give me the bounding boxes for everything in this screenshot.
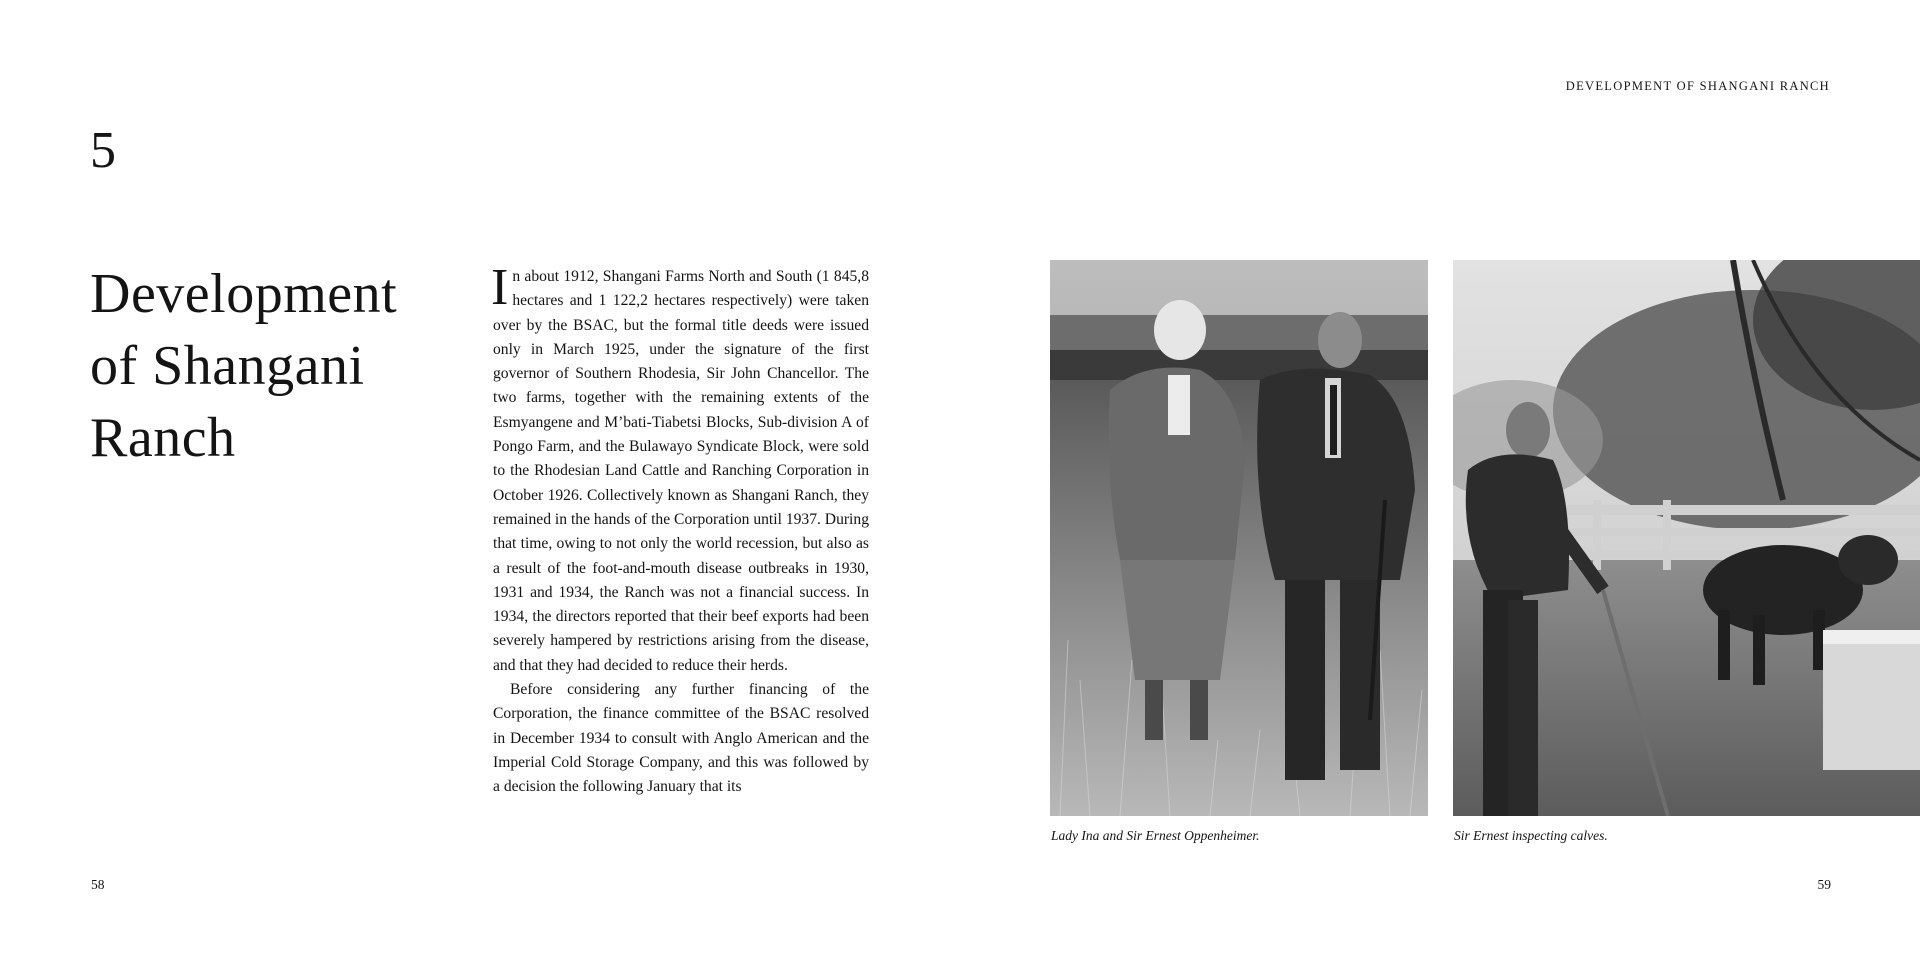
body-paragraph bbox=[491, 259, 869, 678]
chapter-title bbox=[90, 258, 450, 474]
photo-inspecting-calves-image bbox=[1453, 260, 1920, 816]
chapter-title-line: Ranch bbox=[90, 407, 236, 469]
photo-inspecting-calves bbox=[1453, 260, 1920, 816]
page-number-right: 59 bbox=[1817, 877, 1831, 892]
photo-couple-walking-image bbox=[1050, 260, 1428, 816]
drop-cap: I bbox=[491, 259, 509, 316]
chapter-title-line: Development bbox=[90, 263, 398, 325]
paragraph-text: n about 1912, Shangani Farms North and South (1 845,8 hectares and 1 122,2 hectares respectively) were taken over by the BSAC, but the formal title deeds were issued only in March 1925, under the signature of the first governor of Southern Rhodesia, Sir John Chancellor. The two farms, together with the remaining extents of the Esmyangene and M’bati-Tiabetsi Blocks, Sub-division A of Pongo Farm, and the Bulawayo Syndicate Block, were sold to the Rhodesian Land Cattle and Ranching Corporation in October 1926. Collectively known as Shangani Ranch, they remained in the hands of the Corporation until 1937. During that time, owing to not only the world recession, but also as a result of the foot-and-mouth disease outbreaks in 1930, 1931 and 1934, the Ranch was not a financial success. In 1934, the directors reported that their beef exports had been severely hampered by restrictions arising from the disease, and that they had decided to reduce their herds. bbox=[493, 268, 869, 674]
photo-caption: Lady Ina and Sir Ernest Oppenheimer. bbox=[1051, 828, 1260, 843]
photo-caption: Sir Ernest inspecting calves. bbox=[1454, 828, 1608, 843]
photo-couple-walking bbox=[1050, 260, 1428, 816]
body-text-column bbox=[491, 259, 869, 800]
running-head: DEVELOPMENT OF SHANGANI RANCH bbox=[1565, 79, 1830, 93]
chapter-title-line: of Shangani bbox=[90, 335, 365, 397]
body-paragraph: Before considering any further financing of the Corporation, the finance committee of the BSAC resolved in December 1934 to consult with Anglo American and the Imperial Cold Storage Company, and this was followed by a decision the following January that its bbox=[493, 681, 869, 796]
page-number-left: 58 bbox=[91, 877, 105, 892]
chapter-number: 5 bbox=[90, 122, 116, 179]
